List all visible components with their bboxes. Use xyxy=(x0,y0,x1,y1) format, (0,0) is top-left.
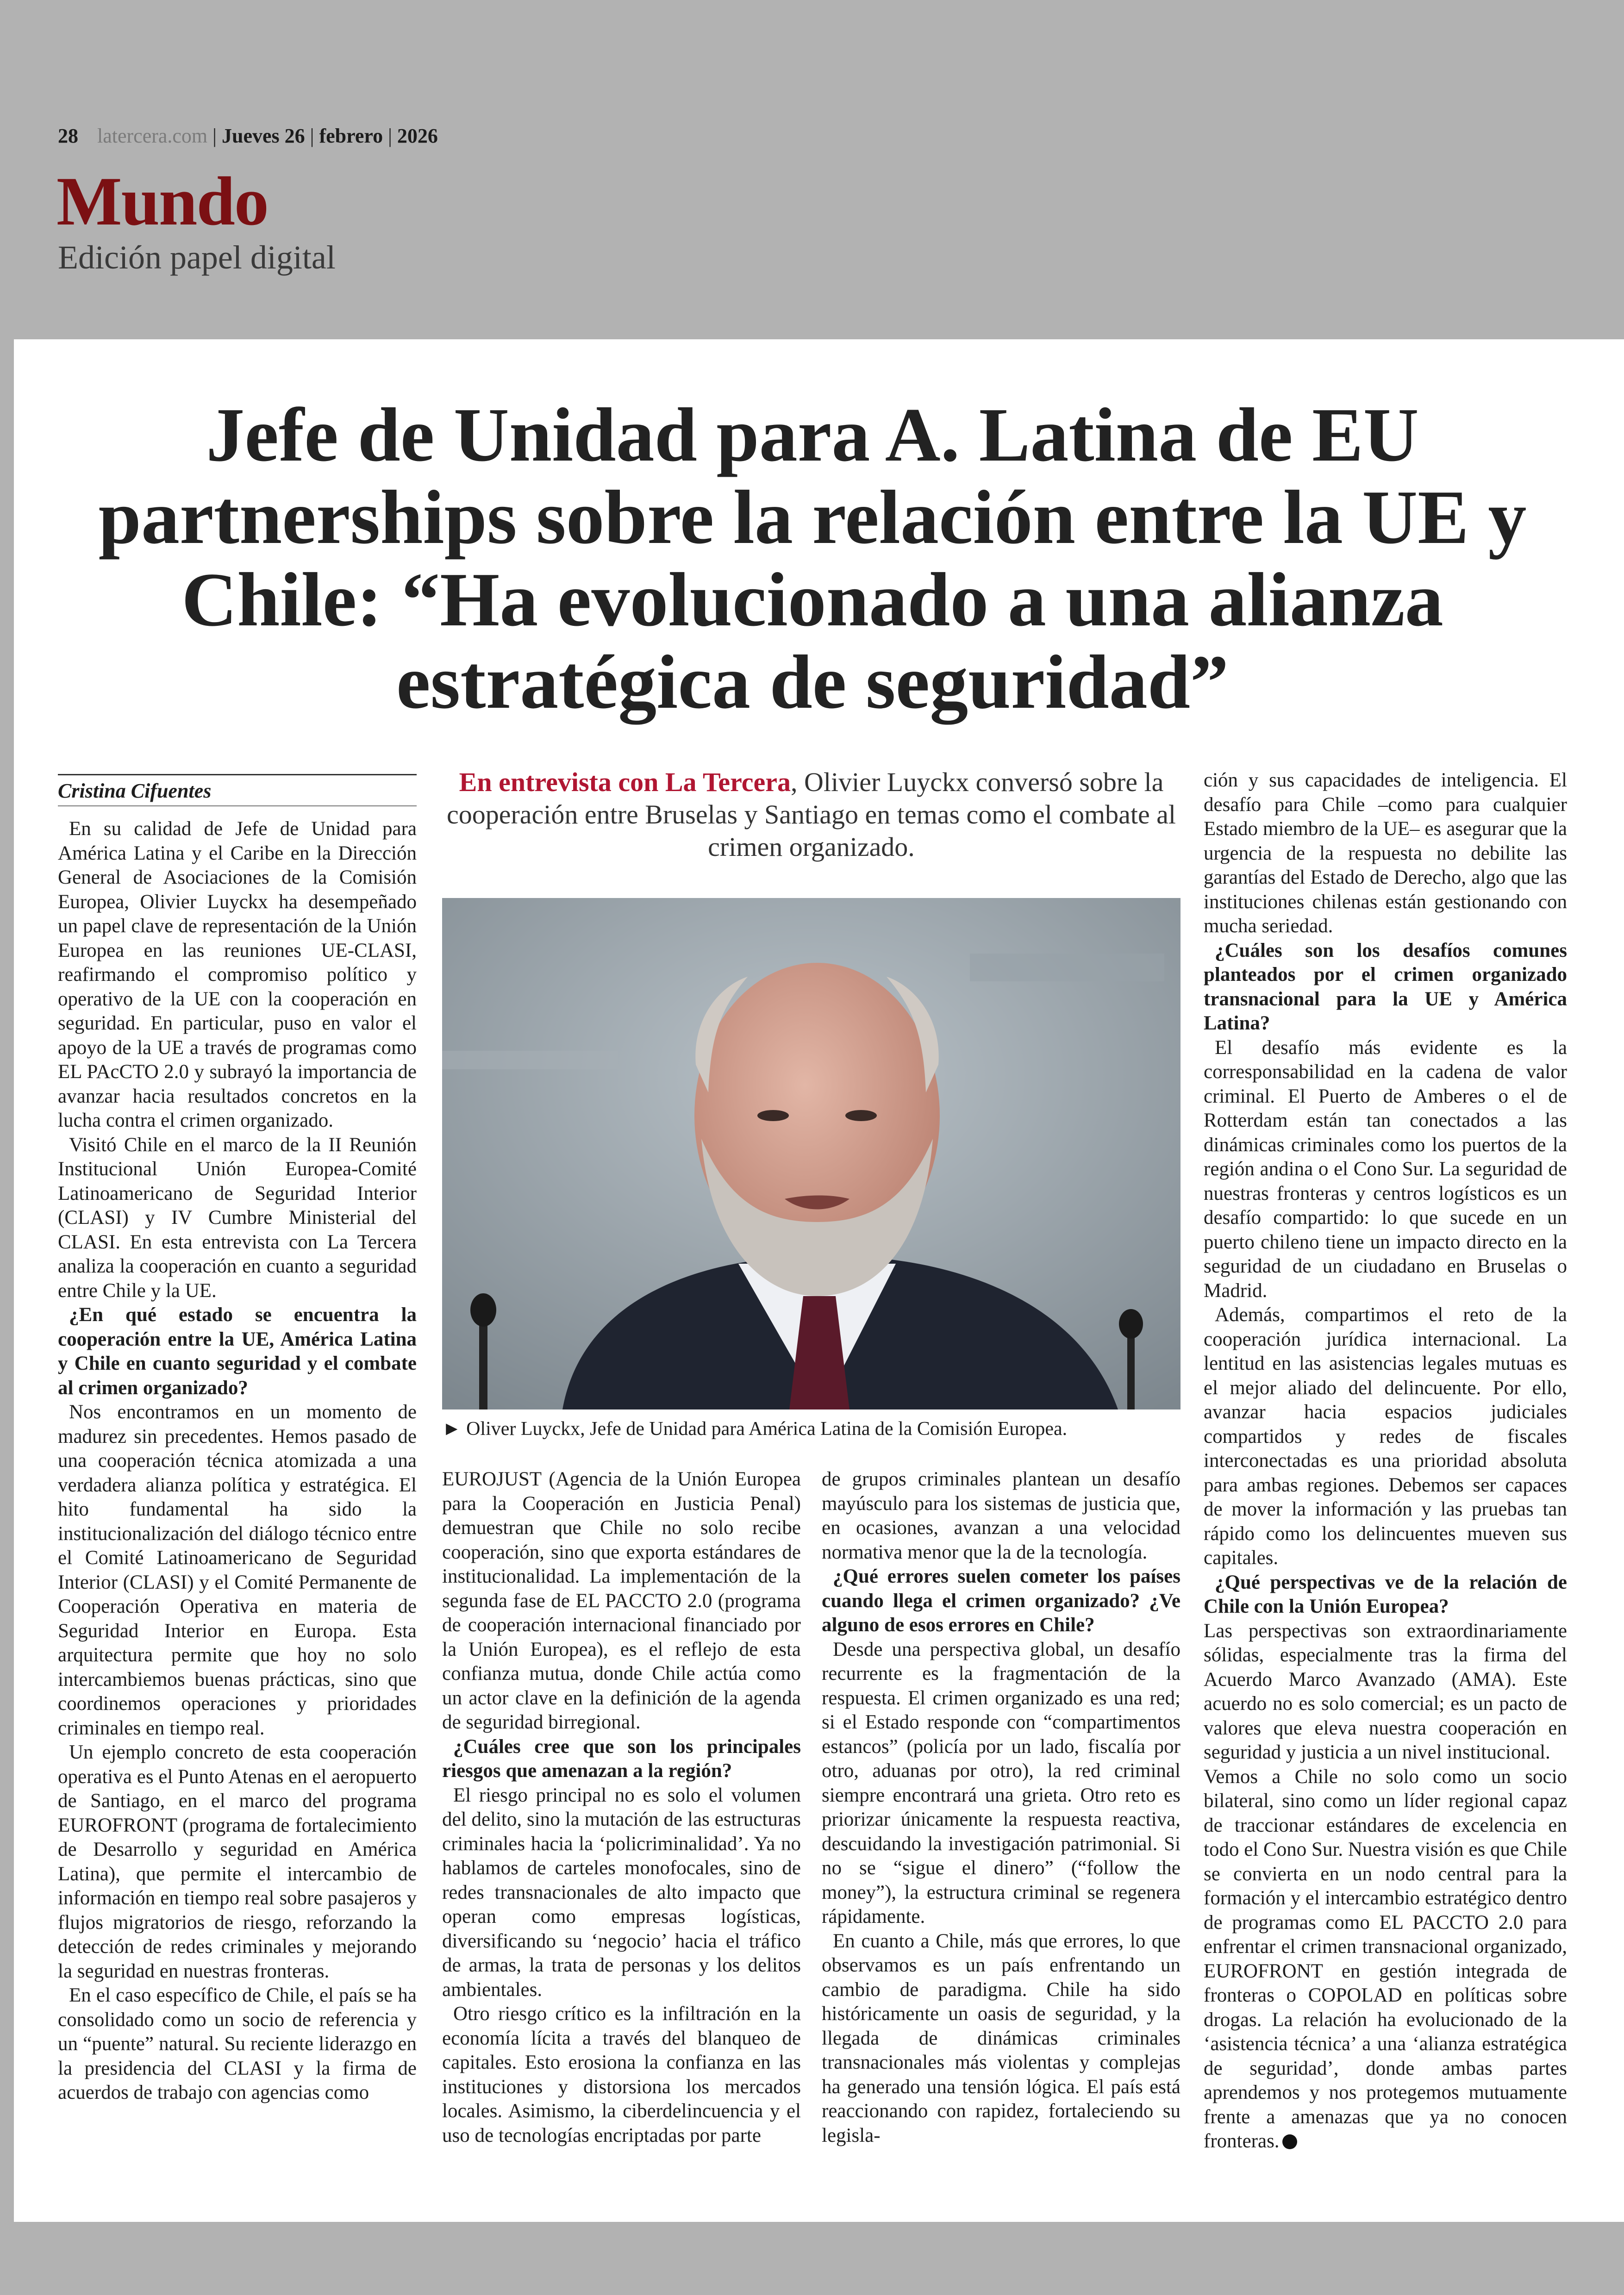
body-paragraph: Otro riesgo crítico es la infiltración en la economía lícita a través del blanqueo de capitales. Esto erosiona la confianza en las instituciones y distorsiona los mercados locales. Asimismo, la ciberdelincuencia y el uso de tecnologías encriptadas por parte xyxy=(442,2003,801,2146)
body-paragraph: Vemos a Chile no solo como un socio bilateral, sino como un líder regional capaz de traccionar estándares de excelencia en todo el Cono Sur. Nuestra visión es que Chile se convierta en un nodo central para la formación y el intercambio estratégico dentro de programas como EL PACCTO 2.0 para enfrentar el crimen transnacional organizado, EUROFRONT en gestión integrada de fronteras o COPOLAD en políticas sobre drogas. La relación ha evolucionado de la ‘asistencia técnica’ a una ‘alianza estratégica de seguridad’, donde ambas partes aprendemos y nos protegemos mutuamente frente a amenazas que ya no conocen fronteras. xyxy=(1204,1765,1567,2152)
interview-question: ¿Cuáles son los desafíos comunes planteados por el crimen organizado transnacional para la UE y América Latina? xyxy=(1204,939,1567,1034)
section-title: Mundo xyxy=(56,163,268,240)
body-paragraph: EUROJUST (Agencia de la Unión Europea para la Cooperación en Justicia Penal) demuestran que Chile no solo recibe cooperación, sino que exporta estándares de institucionalidad. La implementación de la segunda fase de EL PACCTO 2.0 (programa de cooperación internacional financiado por la Unión Europea), es el reflejo de esta confianza mutua, donde Chile actúa como un actor clave en la definición de la agenda de seguridad birregional. xyxy=(442,1468,801,1733)
article-column-1 xyxy=(58,817,417,2105)
caption-text: Oliver Luyckx, Jefe de Unidad para América Latina de la Comisión Europea. xyxy=(466,1418,1068,1440)
separator: | xyxy=(305,125,319,147)
date-year: 2026 xyxy=(397,125,438,147)
lead-highlight: En entrevista con La Tercera xyxy=(459,767,791,797)
section-subtitle: Edición papel digital xyxy=(58,239,336,276)
body-paragraph: El desafío más evidente es la corresponsabilidad en la cadena de valor criminal. El Puerto de Amberes o el de Rotterdam están tan conectados a las dinámicas criminales como los puertos de la región andina o el Cono Sur. La seguridad de nuestras fronteras y centros logísticos es un desafío compartido: lo que sucede en un puerto chileno tiene un impacto directo en la seguridad de un ciudadano en Bruselas o Madrid. xyxy=(1204,1036,1567,1302)
page-number: 28 xyxy=(58,125,78,147)
date-day: Jueves 26 xyxy=(221,125,305,147)
article-headline: Jefe de Unidad para A. Latina de EU partnerships sobre la relación entre la UE y Chile: “Ha evolucionado a una alianza estratégica de seguridad” xyxy=(98,392,1527,724)
date-month: febrero xyxy=(319,125,383,147)
portrait-photo xyxy=(442,898,1181,1409)
byline: Cristina Cifuentes xyxy=(58,774,417,803)
body-paragraph: En cuanto a Chile, más que errores, lo que observamos es un país enfrentando un cambio de paradigma. Chile ha sido históricamente un oasis de seguridad, y la llegada de dinámicas criminales transnacionales más violentas y complejas ha generado una tensión lógica. El país está reaccionando con rapidez, fortaleciendo su legisla- xyxy=(822,1930,1181,2146)
interview-question: ¿Qué perspectivas ve de la relación de Chile con la Unión Europea? xyxy=(1204,1571,1567,1617)
article-column-2 xyxy=(442,1467,801,2148)
end-of-article-icon xyxy=(1282,2134,1297,2149)
photo-caption xyxy=(442,1417,1181,1441)
body-paragraph: Visitó Chile en el marco de la II Reunión Institucional Unión Europea-Comité Latinoamericano de Seguridad Interior (CLASI) y IV Cumbre Ministerial del CLASI. En esta entrevista con La Tercera analiza la cooperación en cuanto a seguridad entre Chile y la UE. xyxy=(58,1134,417,1302)
article-column-4 xyxy=(1204,768,1567,2154)
interview-question: ¿En qué estado se encuentra la cooperación entre la UE, América Latina y Chile en cuanto seguridad y el combate al crimen organizado? xyxy=(58,1304,417,1399)
body-paragraph: El riesgo principal no es solo el volumen del delito, sino la mutación de las estructuras criminales hacia la ‘policriminalidad’. Ya no hablamos de carteles monofocales, sino de redes transnacionales de alto impacto que operan como empresas logísticas, diversificando su ‘negocio’ hacia el tráfico de armas, la trata de personas y los delitos ambientales. xyxy=(442,1784,801,2001)
site-name[interactable]: latercera.com xyxy=(97,125,208,147)
interview-question: ¿Qué errores suelen cometer los países cuando llega el crimen organizado? ¿Ve alguno de esos errores en Chile? xyxy=(822,1565,1181,1636)
separator: | xyxy=(383,125,397,147)
body-paragraph: En su calidad de Jefe de Unidad para América Latina y el Caribe en la Dirección General de Asociaciones de la Comisión Europea, Olivier Luyckx ha desempeñado un papel clave de representación de la Unión Europea en las reuniones UE-CLASI, reafirmando el compromiso político y operativo de la UE con la cooperación en seguridad. En particular, puso en valor el apoyo de la UE a través de programas como EL PAcCTO 2.0 y subrayó la importancia de avanzar hacia resultados concretos en la lucha contra el crimen organizado. xyxy=(58,818,417,1131)
body-paragraph: ción y sus capacidades de inteligencia. El desafío para Chile –como para cualquier Estado miembro de la UE– es asegurar que la urgencia de la respuesta no debilite las garantías del Estado de Derecho, algo que las instituciones chilenas están gestionando con mucha seriedad. xyxy=(1204,769,1567,937)
article-lead xyxy=(442,766,1181,863)
article-photo xyxy=(442,898,1181,1409)
body-paragraph: Las perspectivas son extraordinariamente sólidas, especialmente tras la firma del Acuerdo Marco Avanzado (AMA). Este acuerdo no es solo comercial; es un pacto de valores que eleva nuestra cooperación en seguridad y justicia a un nivel institucional. xyxy=(1204,1620,1567,1763)
interview-question: ¿Cuáles cree que son los principales riesgos que amenazan a la región? xyxy=(442,1735,801,1782)
body-paragraph: Además, compartimos el reto de la cooperación jurídica internacional. La lentitud en las asistencias legales mutuas es el mejor aliado del delincuente. Por ello, avanzar hacia espacios judiciales compartidos y redes de fiscales interconectadas es una prioridad absoluta para ambas regiones. Debemos ser capaces de mover la información y las pruebas tan rápido como los delincuentes mueven sus capitales. xyxy=(1204,1304,1567,1569)
body-paragraph: Desde una perspectiva global, un desafío recurrente es la fragmentación de la respuesta. El crimen organizado es una red; si el Estado responde con “compartimentos estancos” (policía por un lado, fiscalía por otro, aduanas por otro), la red criminal siempre encontrará una grieta. Otro reto es priorizar únicamente la respuesta reactiva, descuidando la investigación patrimonial. Si no se “sigue el dinero” (“follow the money”), la estructura criminal se regenera rápidamente. xyxy=(822,1638,1181,1927)
byline-divider xyxy=(58,805,417,806)
body-paragraph: de grupos criminales plantean un desafío mayúsculo para los sistemas de justicia que, en ocasiones, avanzan a una velocidad normativa menor que la de la tecnología. xyxy=(822,1468,1181,1563)
separator: | xyxy=(212,125,222,147)
page-header-meta xyxy=(58,124,438,148)
article-column-3 xyxy=(822,1467,1181,2148)
body-paragraph: En el caso específico de Chile, el país se ha consolidado como un socio de referencia y un “puente” natural. Su reciente liderazgo en la presidencia del CLASI y la firma de acuerdos de trabajo con agencias como xyxy=(58,1984,417,2103)
caption-arrow-icon: ► xyxy=(442,1418,462,1440)
body-paragraph: Un ejemplo concreto de esta cooperación operativa es el Punto Atenas en el aeropuerto de Santiago, en el marco del programa EUROFRONT (programa de fortalecimiento de Desarrollo y seguridad en América Latina), que permite el intercambio de información en tiempo real sobre pasajeros y flujos migratorios de riesgo, reforzando la detección de redes criminales y mejorando la seguridad en nuestras fronteras. xyxy=(58,1741,417,1982)
body-paragraph: Nos encontramos en un momento de madurez sin precedentes. Hemos pasado de una cooperación técnica atomizada a una verdadera alianza política y estratégica. El hito fundamental ha sido la institucionalización del diálogo técnico entre el Comité Latinoamericano de Seguridad Interior (CLASI) y el Comité Permanente de Cooperación Operativa en materia de Seguridad Interior en Europa. Esta arquitectura permite que hoy no solo intercambiemos buenas prácticas, sino que coordinemos operaciones y prioridades criminales en tiempo real. xyxy=(58,1401,417,1739)
lead-text: , Olivier Luyckx conversó sobre la cooperación entre Bruselas y Santiago en temas como el combate al crimen organizado. xyxy=(446,767,1176,862)
